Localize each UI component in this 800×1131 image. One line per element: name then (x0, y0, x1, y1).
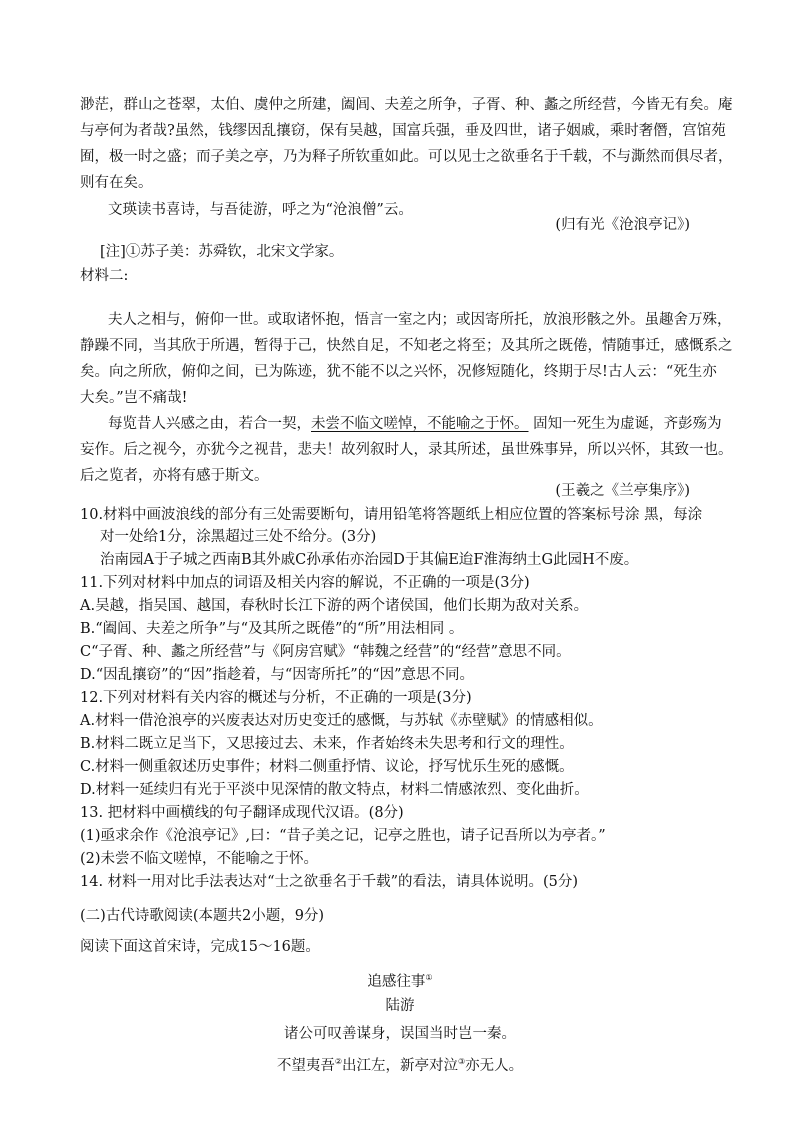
material2-label: 材料二: (80, 268, 129, 284)
poem-title-footnote-mark: ① (425, 973, 433, 982)
poem-footnote-mark-2: ② (334, 1057, 342, 1066)
poem-line2-part2: 出江左，新亭对泣 (342, 1057, 458, 1074)
q11-option-b: B.“阖闾、夫差之所争”与“及其所之既倦”的“所”用法相同 。 (80, 621, 464, 637)
q10-line1: 10.材料中画波浪线的部分有三处需要断句，请用铅笔将答题纸上相应位置的答案标号涂 黑，每涂 (80, 507, 703, 523)
q10-line2: 对一处给1分，涂黑超过三处不给分。(3分) (100, 529, 377, 545)
m2-underlined-sentence: 未尝不临文嗟悼，不能喻之于怀。 (311, 416, 529, 432)
poem-footnote-mark-3: ③ (458, 1057, 466, 1066)
poem-author: 陆游 (385, 998, 415, 1014)
q10-text: 治南园A于子城之西南B其外戚C孙承佑亦治园D于其偏E迨F淮海纳土G此园H不废。 (100, 552, 639, 568)
section2-title: (二)古代诗歌阅读(本题共2小题，9分) (80, 908, 325, 924)
m2-para2-start: 每览昔人兴感之由，若合一契， (108, 416, 311, 432)
m2-source: (王羲之《兰亭集序》) (555, 483, 690, 499)
q13-item1: (1)亟求余作《沧浪亭记》,曰：“昔子美之记，记亭之胜也，请子记吾所以为亭者。” (80, 828, 606, 844)
q12-option-a: A.材料一借沧浪亭的兴废表达对历史变迁的感慨，与苏轼《赤壁赋》的情感相似。 (80, 713, 603, 729)
poem-title-text: 追感往事 (367, 973, 426, 990)
m2-para2-line3: 后之览者，亦将有感于斯文。 (80, 468, 269, 484)
m1-para1-line2: 与亭何为者哉?虽然，钱缪因乱攘窃，保有吴越，国富兵强，垂及四世，诸子姻戚，乘时奢僭，宫馆苑 (80, 123, 726, 139)
poem-title (0, 968, 800, 992)
q11-option-d: D.“因乱攘窃”的“因”指趁着，与“因寄所托”的“因”意思不同。 (80, 667, 475, 683)
m1-source: (归有光《沧浪亭记》) (555, 217, 690, 233)
poem-line2 (0, 1052, 800, 1076)
m2-para1-line1: 夫人之相与，俯仰一世。或取诸怀抱，悟言一室之内；或因寄所托，放浪形骸之外。虽趣舍万殊， (108, 312, 732, 328)
q12-option-c: C.材料一侧重叙述历史事件；材料二侧重抒情、议论，抒写忧乐生死的感慨。 (80, 759, 574, 775)
q12-option-b: B.材料二既立足当下，又思接过去、未来，作者始终未失思考和行文的理性。 (80, 736, 574, 752)
m1-para2: 文瑛读书喜诗，与吾徒游，呼之为“沧浪僧”云。 (108, 202, 413, 218)
section2-intro: 阅读下面这首宋诗，完成15～16题。 (80, 939, 320, 955)
m2-para2-end: 固知一死生为虚诞，齐彭殇为 (533, 416, 722, 432)
poem-line2-part1: 不望夷吾 (276, 1057, 335, 1074)
m2-para1-line4: 大矣。”岂不痛哉! (80, 390, 188, 406)
m1-para1-line3: 囿，极一时之盛；而子美之亭，乃为释子所钦重如此。可以见士之欲垂名于千载，不与澌然而俱尽者， (80, 149, 733, 165)
m1-para1-line4: 则有在矣。 (80, 175, 153, 191)
m2-para1-line2: 静躁不同，当其欣于所遇，暂得于己，快然自足，不知老之将至；及其所之既倦，情随事迁，感慨系之 (80, 338, 733, 354)
q13-stem: 13. 把材料中画横线的句子翻译成现代汉语。(8分) (80, 805, 404, 821)
q11-option-c: C“子胥、种、蠡之所经营”与《阿房宫赋》“韩魏之经营”的“经营”意思不同。 (80, 644, 571, 660)
m1-para1-line1: 渺茫，群山之苍翠，太伯、虞仲之所建，阖闾、夫差之所争，子胥、种、蠡之所经营，今皆无有矣。庵 (80, 97, 733, 113)
poem-line2-part3: 亦无人。 (465, 1057, 524, 1074)
q14-stem: 14. 材料一用对比手法表达对“士之欲垂名于千载”的看法，请具体说明。(5分) (80, 874, 579, 890)
q12-option-d: D.材料一延续归有光于平淡中见深情的散文特点，材料二情感浓烈、变化曲折。 (80, 782, 589, 798)
m2-para2-line2: 妄作。后之视今，亦犹今之视昔，悲夫！故列叙时人，录其所述，虽世殊事异，所以兴怀，其致一也。 (80, 442, 733, 458)
q13-item2: (2)未尝不临文嗟悼，不能喻之于怀。 (80, 851, 319, 867)
q11-stem: 11.下列对材料中加点的词语及相关内容的解说，不正确的一项是(3分) (80, 575, 530, 591)
poem-line1: 诸公可叹善谋身，误国当时岂一秦。 (284, 1026, 516, 1042)
q12-stem: 12.下列对材料有关内容的概述与分析，不正确的一项是(3分) (80, 690, 472, 706)
m2-para2-line1 (108, 414, 722, 434)
q11-option-a: A.吴越，指吴国、越国，春秋时长江下游的两个诸侯国，他们长期为敌对关系。 (80, 598, 589, 614)
m1-footnote: [注]①苏子美：苏舜钦，北宋文学家。 (100, 244, 344, 260)
m2-para1-line3: 矣。向之所欣，俯仰之间，已为陈迹，犹不能不以之兴怀，况修短随化，终期于尽!古人云：“死生亦 (80, 364, 717, 380)
